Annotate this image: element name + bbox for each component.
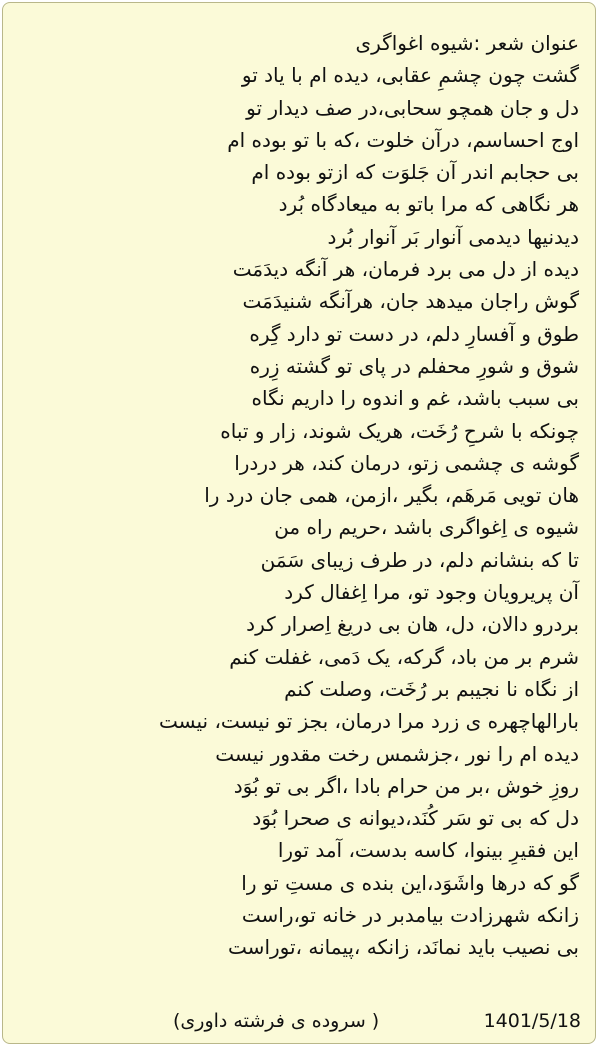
poem-line: شرم بر من باد، گرکه، یک دَمی، غفلت کنم bbox=[229, 644, 579, 669]
poem-line: زانکه شهرزادت بیامدبر در خانه تو،راست bbox=[241, 903, 579, 928]
poem-line: گوش راجان میدهد جان، هرآنگه شنیدَمَت bbox=[242, 289, 579, 314]
poem-line: چونکه با شرحِ رُخَت، هریک شوند، زار و تباه bbox=[220, 418, 579, 443]
poem-line: دیده ام را نور ،جزشمس رخت مقدور نیست bbox=[215, 741, 579, 766]
poem-line: هان تویی مَرهَم، بگیر ،ازمن، همی جان درد را bbox=[204, 483, 579, 508]
poem-line: هر نگاهی که مرا باتو به میعادگاه بُرد bbox=[278, 192, 579, 217]
poem-line: اوج احساسم، درآن خلوت ،که با تو بوده ام bbox=[227, 127, 579, 152]
poem-line: گشت چون چشمِ عقابی، دیده ام با یاد تو bbox=[241, 63, 579, 88]
poem-line: دیده از دل می برد فرمان، هر آنگه دیدَمَت bbox=[232, 257, 579, 282]
poem-line: بارالهاچهره ی زرد مرا درمان، بجز تو نیست، نیست bbox=[159, 709, 579, 734]
poem-card bbox=[2, 2, 596, 1044]
poem-line: دل که بی تو سَر کُنَد،دیوانه ی صحرا بُوَد bbox=[252, 806, 579, 831]
poem-line: شیوه ی اِغواگری باشد ،حریم راه من bbox=[274, 515, 579, 540]
poem-line: گوشه ی چشمی زتو، درمان کند، هر دردرا bbox=[234, 450, 579, 475]
poem-line: بی نصیب باید نمانَد، زانکه ،پیمانه ،توراست bbox=[228, 935, 579, 960]
poem-line: بی سبب باشد، غم و اندوه را داریم نگاه bbox=[251, 386, 579, 411]
poem-author: ( سروده ی فرشته داوری) bbox=[173, 1010, 380, 1032]
poem-footer bbox=[3, 1010, 595, 1042]
poem-line: روزِ خوش ،بر من حرام بادا ،اگر بی تو بُوَد bbox=[233, 773, 579, 798]
poem-line: آن پریرویان وجود تو، مرا اِغفال کرد bbox=[284, 580, 579, 605]
poem-line: بردرو دالان، دل، هان بی دریغ اِصرار کرد bbox=[246, 612, 579, 637]
poem-title: عنوان شعر :شیوه اغواگری bbox=[355, 31, 579, 55]
poem-line: شوق و شورِ محفلم در پای تو گشته زِره bbox=[249, 353, 579, 378]
poem-body bbox=[19, 27, 579, 964]
poem-line: بی حجابم اندر آن جَلوَت که ازتو بوده ام bbox=[251, 160, 579, 185]
poem-line: از نگاه نا نجیبم بر رُخَت، وصلت کنم bbox=[284, 676, 579, 701]
poem-line: دیدنیها دیدمی آنوار بَر آنوار بُرد bbox=[327, 224, 579, 249]
poem-line: طوق و آفسارِ دلم، در دست تو دارد گِره bbox=[249, 321, 579, 346]
poem-line: این فقیرِ بینوا، کاسه بدست، آمد تورا bbox=[277, 838, 579, 863]
poem-line: دل و جان همچو سحابی،در صف دیدار تو bbox=[246, 95, 579, 120]
poem-line: تا که بنشانم دلم، در طرف زیبای سَمَن bbox=[260, 547, 579, 572]
poem-date: 1401/5/18 bbox=[483, 1010, 581, 1032]
poem-line: گو که درها واشَوَد،این بنده ی مستِ تو را bbox=[241, 870, 579, 895]
